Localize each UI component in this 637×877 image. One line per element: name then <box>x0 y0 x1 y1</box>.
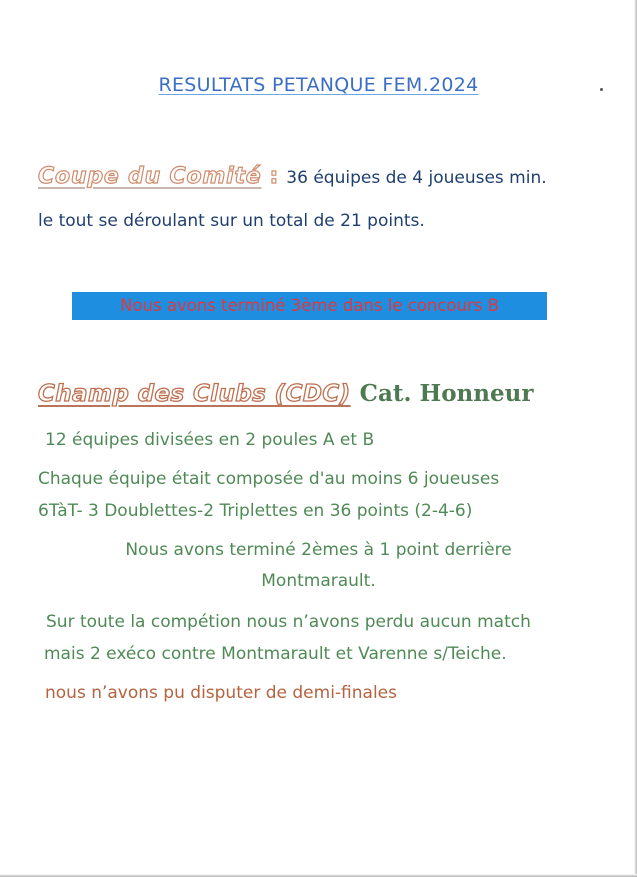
cdc-heading: Champ des Clubs (CDC) <box>38 381 351 407</box>
coupe-heading-colon: : <box>269 164 279 189</box>
coupe-line-2: le tout se déroulant sur un total de 21 points. <box>38 211 425 231</box>
cdc-line-8: nous n’avons pu disputer de demi-finales <box>45 683 397 703</box>
cdc-line-4: Nous avons terminé 2èmes à 1 point derrière <box>125 540 512 560</box>
cdc-heading-line <box>38 380 533 407</box>
cdc-line-3: 6TàT- 3 Doublettes-2 Triplettes en 36 points (2-4-6) <box>38 501 473 521</box>
coupe-result-highlight: Nous avons terminé 3ème dans le concours B <box>72 292 547 320</box>
cdc-line-1: 12 équipes divisées en 2 poules A et B <box>45 430 375 450</box>
cdc-line-5: Montmarault. <box>261 571 376 591</box>
coupe-heading: Coupe du Comité <box>38 164 262 189</box>
cdc-line-6: Sur toute la compétion nous n’avons perdu aucun match <box>46 612 531 632</box>
cdc-line-7: mais 2 exéco contre Montmarault et Varenne s/Teiche. <box>44 644 507 664</box>
document-title <box>0 74 637 96</box>
cdc-line-2: Chaque équipe était composée d'au moins 6 joueuses <box>38 469 500 489</box>
coupe-line-1: 36 équipes de 4 joueuses min. <box>286 168 547 188</box>
coupe-section-line-1 <box>38 164 547 189</box>
document-title-text: RESULTATS PETANQUE FEM.2024 <box>158 74 479 96</box>
cdc-category: Cat. Honneur <box>359 380 534 407</box>
